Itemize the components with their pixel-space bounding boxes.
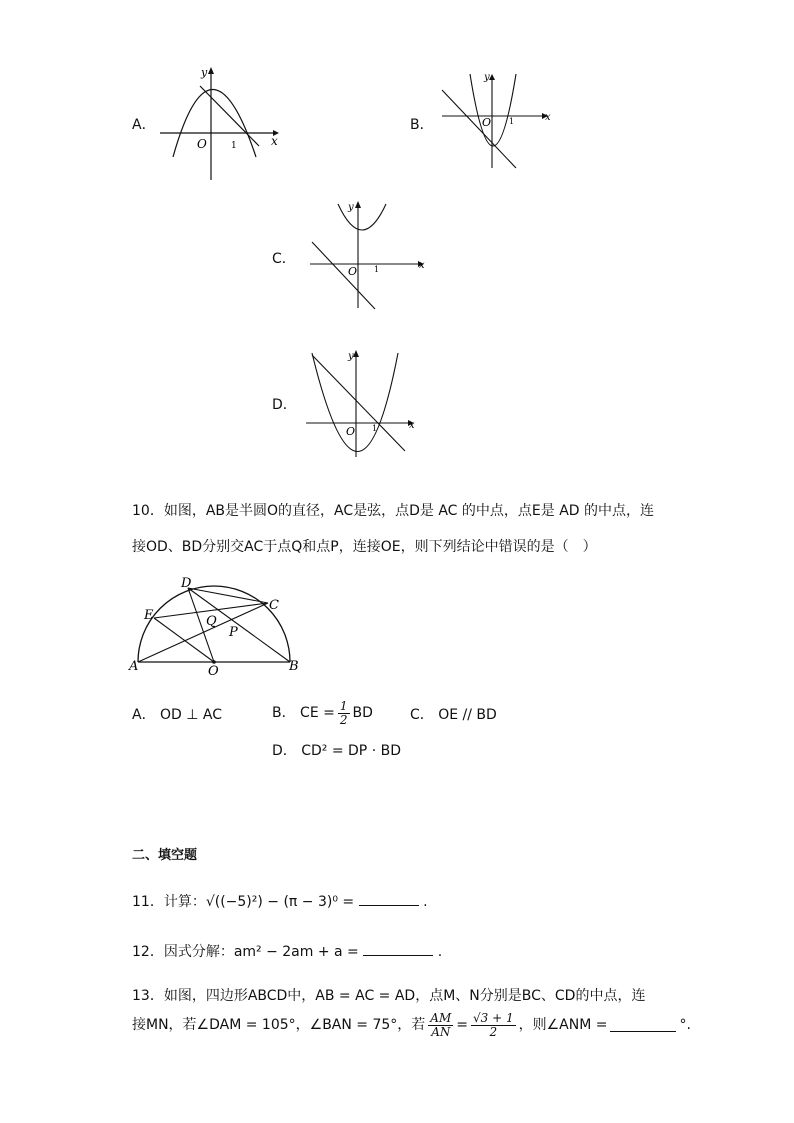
tick-one-label: 1: [509, 117, 515, 126]
q11-text: 11．计算：√((−5)²) − (π − 3)⁰ =: [132, 894, 355, 910]
q13-line1: 13．如图，四边形ABCD中，AB = AC = AD，点M、N分别是BC、CD的中点，连: [132, 988, 646, 1004]
q11-answer-blank[interactable]: [359, 893, 419, 906]
point-p-label: P: [229, 625, 238, 640]
q13-end: °.: [679, 1017, 691, 1034]
point-q-label: Q: [206, 614, 217, 629]
tick-one-label: 1: [374, 265, 380, 274]
y-axis-label: y: [348, 351, 354, 362]
option-b-prefix: B． CE =: [272, 705, 335, 722]
y-axis-label: y: [348, 202, 354, 213]
q10-line1: 10．如图，AB是半圆O的直径，AC是弦，点D是 AC 的中点，点E是 AD 的中点，连: [132, 503, 655, 519]
option-a-label: A．: [132, 117, 156, 133]
x-axis-label: x: [419, 260, 425, 271]
point-b-label: B: [289, 659, 299, 674]
fraction-numerator: √3 + 1: [472, 1011, 514, 1025]
point-o-label: O: [208, 664, 219, 678]
q11-end: .: [423, 894, 428, 910]
q13-line2-suffix: ，则∠ANM =: [518, 1017, 608, 1034]
tick-one-label: 1: [231, 141, 237, 151]
graph-b: [438, 68, 556, 173]
y-axis-label: y: [484, 72, 490, 83]
fraction-numerator: AM: [430, 1011, 452, 1025]
origin-label: O: [482, 116, 492, 129]
fraction-sqrt3-plus-1: [471, 1012, 516, 1038]
option-b-suffix: BD: [352, 705, 373, 722]
y-axis-label: y: [201, 66, 208, 79]
section-heading: 二、填空题: [132, 848, 198, 863]
q13-line2: [132, 1012, 691, 1038]
point-d-label: D: [181, 576, 192, 591]
option-c-label: C．: [272, 251, 296, 267]
option-b-label: B．: [410, 117, 434, 133]
semicircle-figure: [128, 572, 308, 678]
q10-option-a: A． OD ⊥ AC: [132, 707, 223, 723]
option-d-label: D．: [272, 397, 297, 413]
q10-option-d: D． CD² = DP · BD: [272, 743, 401, 759]
q11-line: [132, 893, 428, 909]
x-axis-label: x: [271, 134, 278, 148]
q12-text: 12．因式分解：am² − 2am + a =: [132, 944, 359, 960]
fraction-numerator: 1: [339, 699, 348, 713]
x-axis-label: x: [545, 112, 551, 123]
x-axis-label: x: [409, 420, 415, 431]
fraction-denominator: 2: [339, 712, 348, 727]
origin-label: O: [348, 265, 358, 278]
q10-option-b: [272, 700, 373, 726]
point-a-label: A: [129, 659, 139, 674]
fraction-denominator: AN: [431, 1024, 451, 1039]
q12-answer-blank[interactable]: [363, 943, 433, 956]
origin-label: O: [346, 425, 356, 438]
q13-line2-prefix: 接MN，若∠DAM = 105°，∠BAN = 75°，若: [132, 1017, 426, 1034]
point-e-label: E: [144, 608, 154, 623]
q10-option-c: C． OE // BD: [410, 707, 497, 723]
fraction-am-an: [428, 1012, 453, 1038]
q10-line2: 接OD、BD分别交AC于点Q和点P，连接OE，则下列结论中错误的是（ ）: [132, 539, 597, 555]
fraction-denominator: 2: [489, 1024, 498, 1039]
tick-one-label: 1: [372, 424, 378, 433]
graph-d: [300, 345, 422, 463]
graph-c: [300, 196, 430, 314]
q12-line: [132, 943, 442, 959]
q13-answer-blank[interactable]: [610, 1019, 676, 1032]
q12-end: .: [437, 944, 443, 960]
equals-sign: =: [456, 1017, 468, 1034]
origin-label: O: [197, 137, 207, 151]
fraction-half: [338, 700, 350, 726]
point-c-label: C: [269, 598, 279, 613]
graph-a: [155, 62, 285, 184]
